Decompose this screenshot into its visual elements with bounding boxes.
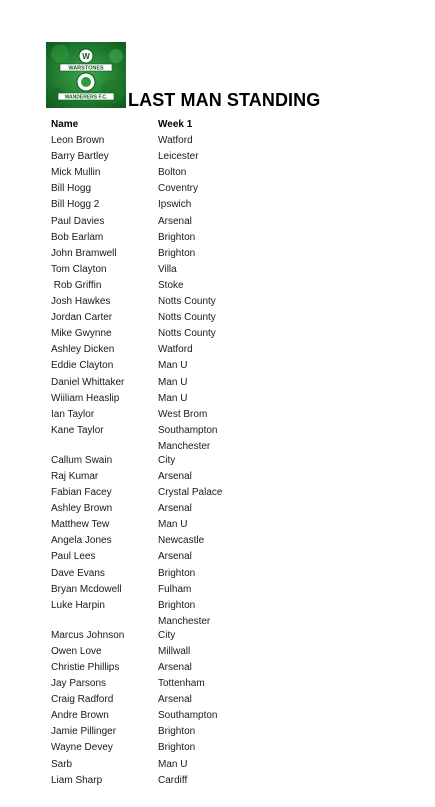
team-pick: Newcastle: [158, 535, 205, 547]
player-name: Eddie Clayton: [51, 360, 114, 372]
team-pick: Brighton: [158, 742, 196, 754]
table-row: [51, 549, 391, 565]
team-pick-line2: City: [158, 454, 176, 466]
team-pick: Watford: [158, 344, 193, 356]
team-pick: Brighton: [158, 231, 196, 243]
team-pick: Southampton: [158, 710, 218, 722]
team-pick: Notts County: [158, 328, 216, 340]
team-pick: Brighton: [158, 247, 196, 259]
team-pick: Coventry: [158, 183, 199, 195]
team-pick: Man U: [158, 758, 188, 770]
table-row: [51, 773, 391, 789]
team-pick: Crystal Palace: [158, 487, 223, 499]
table-row: [51, 692, 391, 708]
team-pick-line1: Manchester: [158, 615, 211, 627]
table-row: [51, 133, 391, 149]
team-pick: Notts County: [158, 312, 216, 324]
table-row: [51, 262, 391, 278]
player-name: Wayne Devey: [51, 742, 113, 754]
player-name: Bob Earlam: [51, 231, 104, 243]
player-name: Christie Phillips: [51, 662, 120, 673]
team-pick: Notts County: [158, 296, 216, 308]
player-name: Matthew Tew: [51, 519, 110, 531]
table-row: [51, 197, 391, 213]
table-row: [51, 181, 391, 197]
table-row: [51, 660, 391, 676]
table-row: [51, 566, 391, 582]
player-name: Barry Bartley: [51, 151, 109, 163]
team-pick: Man U: [158, 519, 188, 531]
team-pick: Arsenal: [158, 551, 192, 563]
team-pick: Brighton: [158, 726, 196, 738]
table-header: [51, 117, 391, 133]
player-name: Josh Hawkes: [51, 296, 111, 308]
team-pick: West Brom: [158, 408, 208, 420]
team-pick-line2: City: [158, 629, 176, 641]
player-name: Sarb: [51, 758, 73, 770]
team-pick: Brighton: [158, 567, 196, 579]
player-name: Owen Love: [51, 645, 102, 657]
player-name: John Bramwell: [51, 247, 117, 259]
player-name: Rob Griffin: [51, 279, 102, 291]
table-row: [51, 407, 391, 423]
page-title: LAST MAN STANDING: [128, 90, 321, 110]
table-row: [51, 469, 391, 485]
player-name: Craig Radford: [51, 694, 114, 706]
player-name: Liam Sharp: [51, 774, 103, 786]
table-row: [51, 375, 391, 391]
player-name: Ian Taylor: [51, 408, 95, 420]
team-pick: Ipswich: [158, 199, 192, 211]
team-pick: Arsenal: [158, 503, 192, 515]
table-row: [51, 358, 391, 374]
table-row: [51, 708, 391, 724]
team-pick: Stoke: [158, 279, 184, 291]
player-name: Kane Taylor: [51, 424, 104, 436]
team-pick: Arsenal: [158, 215, 192, 227]
player-name: Raj Kumar: [51, 470, 99, 482]
team-pick: Brighton: [158, 599, 196, 611]
team-pick: [158, 614, 391, 644]
player-name: Angela Jones: [51, 535, 112, 547]
player-name: Wiiliam Heaslip: [51, 392, 120, 404]
player-name: Marcus Johnson: [51, 629, 125, 641]
team-pick: Man U: [158, 360, 188, 372]
table-row: [51, 485, 391, 501]
table-row: [51, 582, 391, 598]
table-row: [51, 614, 391, 644]
player-name: Ashley Dicken: [51, 344, 115, 356]
table-row: [51, 439, 391, 469]
club-logo: [46, 42, 126, 108]
player-name: Dave Evans: [51, 567, 105, 579]
player-name: Bill Hogg: [51, 183, 92, 195]
table-row: [51, 724, 391, 740]
team-pick: Villa: [158, 263, 177, 275]
table-row: [51, 517, 391, 533]
player-name: Jay Parsons: [51, 678, 107, 690]
table-row: [51, 644, 391, 660]
table-row: [51, 676, 391, 692]
table-row: [51, 165, 391, 181]
team-pick: Millwall: [158, 645, 191, 657]
player-name: Jordan Carter: [51, 312, 113, 324]
team-pick: Arsenal: [158, 662, 192, 673]
table-row: [51, 294, 391, 310]
team-pick-line1: Manchester: [158, 440, 211, 452]
team-pick: [158, 439, 391, 469]
player-name: Mike Gwynne: [51, 328, 112, 340]
table-row: [51, 326, 391, 342]
table-row: [51, 230, 391, 246]
team-pick: Man U: [158, 376, 188, 388]
logo-bottom-text: WANDERERS F.C.: [64, 94, 108, 101]
player-name: Andre Brown: [51, 710, 109, 722]
team-pick: Tottenham: [158, 678, 205, 690]
player-name: Tom Clayton: [51, 263, 107, 275]
player-name: Leon Brown: [51, 135, 105, 147]
table-row: [51, 214, 391, 230]
player-name: Paul Davies: [51, 215, 105, 227]
header-week: Week 1: [158, 119, 193, 130]
club-crest-icon: [46, 42, 126, 108]
table-row: [51, 246, 391, 262]
table-row: [51, 391, 391, 407]
header-name: Name: [51, 119, 79, 130]
team-pick: Arsenal: [158, 470, 192, 482]
table-row: [51, 342, 391, 358]
svg-text:W: W: [82, 52, 90, 61]
table-row: [51, 501, 391, 517]
player-name: Jamie Pillinger: [51, 726, 117, 738]
logo-top-text: WARSTONES: [68, 65, 104, 72]
player-name: Daniel Whittaker: [51, 376, 125, 388]
table-row: [51, 757, 391, 773]
table-row: [51, 278, 391, 294]
player-name: Fabian Facey: [51, 487, 112, 499]
team-pick: Cardiff: [158, 774, 188, 786]
team-pick: Fulham: [158, 583, 192, 595]
player-name: Paul Lees: [51, 551, 96, 563]
player-name: Bill Hogg 2: [51, 199, 100, 211]
player-name: Mick Mullin: [51, 167, 101, 179]
table-row: [51, 533, 391, 549]
table-row: [51, 740, 391, 756]
team-pick: Arsenal: [158, 694, 192, 706]
team-pick: Southampton: [158, 424, 218, 436]
player-name: Bryan Mcdowell: [51, 583, 122, 595]
table-row: [51, 598, 391, 614]
table-row: [51, 310, 391, 326]
team-pick: Watford: [158, 135, 193, 147]
table-row: [51, 149, 391, 165]
player-name: Luke Harpin: [51, 599, 105, 611]
table-row: [51, 423, 391, 439]
player-name: Ashley Brown: [51, 503, 113, 515]
team-pick: Leicester: [158, 151, 199, 163]
player-name: Callum Swain: [51, 454, 113, 466]
picks-table: [51, 117, 391, 789]
team-pick: Man U: [158, 392, 188, 404]
team-pick: Bolton: [158, 167, 187, 179]
